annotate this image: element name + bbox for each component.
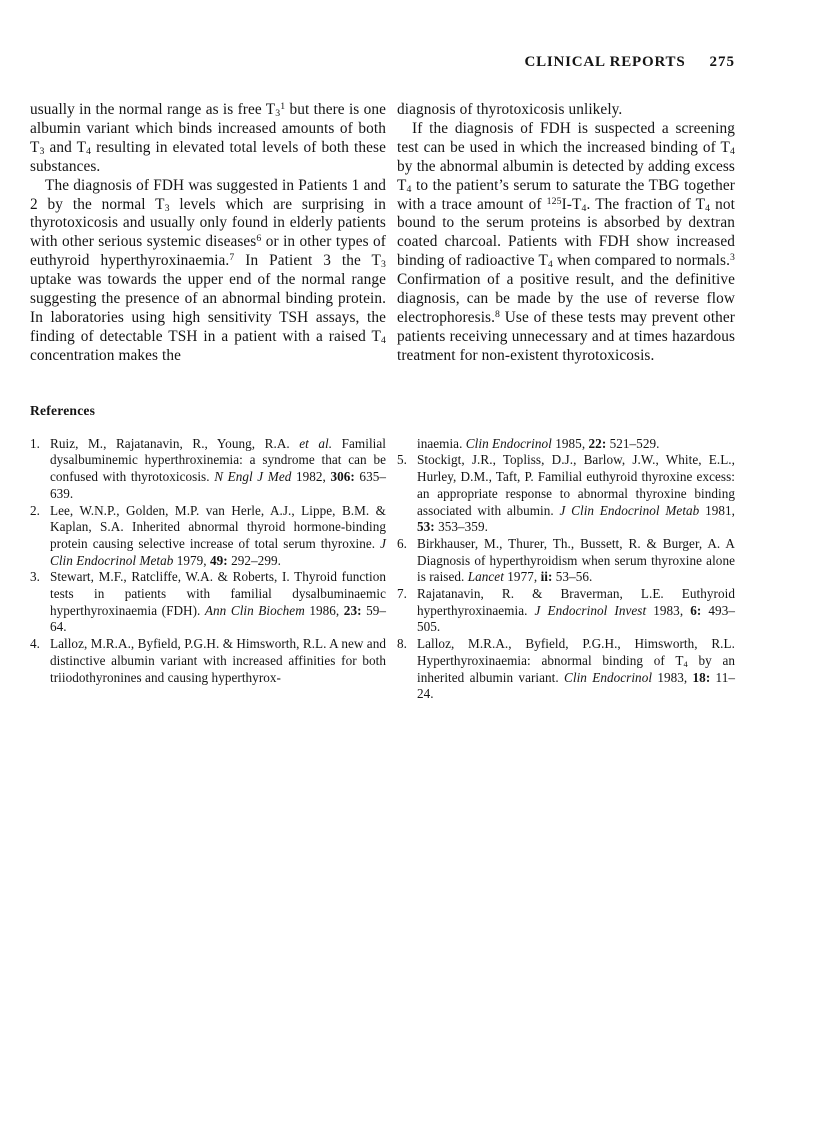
references-column-right (397, 436, 735, 703)
references-heading: References (30, 402, 96, 418)
reference-text: Stewart, M.F., Ratcliffe, W.A. & Roberts, I. Thyroid function tests in patients with familial dysalbuminaemic hyperthyroxinaemia (FDH). Ann Clin Biochem 1986, 23: 59–64. (50, 569, 386, 635)
reference-text: Lee, W.N.P., Golden, M.P. van Herle, A.J., Lippe, B.M. & Kaplan, S.A. Inherited abnormal thyroid hormone-binding protein causing selective increase of total serum thyroxine. J Clin Endocrinol Metab 1979, 49: 292–299. (50, 502, 386, 568)
reference-number: 5. (397, 452, 407, 468)
reference-item (30, 569, 386, 636)
page-header (0, 0, 816, 71)
body-column-right (397, 101, 735, 366)
reference-item (397, 536, 735, 586)
reference-number: 8. (397, 636, 407, 652)
paragraph: The diagnosis of FDH was suggested in Patients 1 and 2 by the normal $T_3$ levels which are surprising in thyrotoxicosis and usually only found in elderly patients with other serious systemic diseases$^6$ or in other types of euthyroid hyperthyroxinaemia.$^7$ In Patient 3 the $T_3$ uptake was towards the upper end of the normal range suggesting the presence of an abnormal binding protein. In laboratories using high sensitivity TSH assays, the finding of detectable TSH in a patient with a raised $T_4$ concentration makes the (30, 176, 387, 364)
reference-number: 7. (397, 586, 407, 602)
reference-text: Rajatanavin, R. & Braverman, L.E. Euthyroid hyperthyroxinaemia. J Endocrinol Invest 1983, 6: 493–505. (417, 586, 735, 635)
references-column-left (30, 436, 386, 703)
reference-item (397, 586, 735, 636)
reference-text: Stockigt, J.R., Topliss, D.J., Barlow, J.W., White, E.L., Hurley, D.M., Taft, P. Familial euthyroid thyroxine excess: an appropriate response to abnormal thyroxine binding associated with albumin. J Clin Endocrinol Metab 1981, 53: 353–359. (417, 452, 736, 535)
body-column-left (30, 101, 386, 366)
reference-number: 1. (30, 435, 40, 451)
references-columns (30, 436, 816, 703)
reference-item (30, 436, 386, 503)
body-columns (30, 101, 816, 366)
paragraph: If the diagnosis of FDH is suspected a screening test can be used in which the increased binding of $T_4$ by the abnormal albumin is detected by adding excess $T_4$ to the patient’s serum to saturate the TBG together with a trace amount of $^{125}I-T_4$. The fraction of $T_4$ not bound to the serum proteins is absorbed by dextran coated charcoal. Patients with FDH show increased binding of radioactive $T_4$ when compared to normals.$^3$ Confirmation of a positive result, and the definitive diagnosis, can be made by the use of reverse flow electrophoresis.$^8$ Use of these tests may prevent other patients receiving unnecessary and at times hazardous treatment for non-existent thyrotoxicosis. (397, 119, 736, 364)
running-head-title: CLINICAL REPORTS (524, 54, 686, 70)
reference-text: Birkhauser, M., Thurer, Th., Bussett, R. & Burger, A. A Diagnosis of hyperthyroidism when serum thyroxine alone is raised. Lancet 1977, ii: 53–56. (417, 535, 735, 585)
reference-number (397, 436, 417, 453)
paragraph: usually in the normal range as is free $T_3^1$ but there is one albumin variant which binds increased amounts of both $T_3$ and $T_4$ resulting in elevated total levels of both these substances. (30, 101, 387, 175)
reference-number: 3. (30, 569, 40, 585)
reference-item (397, 636, 735, 703)
page-number: 275 (709, 54, 735, 70)
reference-text: Lalloz, M.R.A., Byfield, P.G.H. & Himsworth, R.L. A new and distinctive albumin variant with increased affinities for both triiodothyronines and causing hyperthyrox- (50, 636, 386, 685)
reference-number: 2. (30, 502, 40, 518)
reference-number: 6. (397, 535, 407, 551)
reference-text: Lalloz, M.R.A., Byfield, P.G.H., Himsworth, R.L. Hyperthyroxinaemia: abnormal binding of $T_4$ by an inherited albumin variant. Clin Endocrinol 1983, 18: 11–24. (417, 636, 735, 702)
paragraph: diagnosis of thyrotoxicosis unlikely. (397, 101, 623, 118)
reference-number: 4. (30, 636, 40, 652)
reference-text: inaemia. Clin Endocrinol 1985, 22: 521–529. (417, 435, 660, 451)
reference-item (30, 636, 386, 686)
reference-text: Ruiz, M., Rajatanavin, R., Young, R.A. et al. Familial dysalbuminemic hyperthroxinemia: a syndrome that can be confused with thyrotoxicosis. N Engl J Med 1982, 306: 635–639. (50, 435, 387, 501)
reference-item (30, 503, 386, 570)
reference-item (397, 436, 735, 453)
reference-item (397, 452, 735, 536)
